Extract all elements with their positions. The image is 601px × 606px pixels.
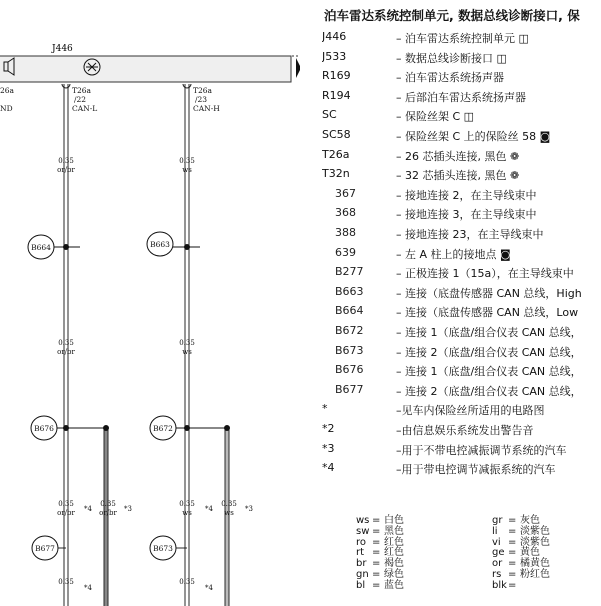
color-code: vi [492,536,501,548]
legend-code: T26a [322,147,350,161]
legend-description: – 连接（底盘传感器 CAN 总线，Low [396,306,579,320]
wire-size: 0.35 [58,157,74,165]
color-code: rt [356,547,365,559]
color-name: 褐色 [384,558,404,570]
wire-size: 0.35 [58,578,74,586]
color-name: 黑色 [384,525,404,537]
legend-description: – 泊车雷达系统扬声器 [396,71,504,85]
pin-signal: CAN-L [72,104,98,113]
connector-label: B664 [31,243,51,252]
wire-size: 0.35 [179,157,195,165]
legend-code: B672 [335,324,364,337]
equals-sign: = [508,536,517,548]
wire-color: ws [182,509,192,517]
color-code: blk [492,579,507,591]
legend-code: R169 [322,69,351,83]
legend-description: –用于不带电控减振调节系统的汽车 [396,443,567,457]
color-code-entry [356,581,404,592]
color-code: bl [356,579,366,591]
arrow-right-icon [296,58,300,78]
connector-label: B677 [35,544,55,553]
legend-description: – 左 A 柱上的接地点 ◙ [396,247,511,261]
equals-sign: = [508,547,517,559]
wire-color: ws [182,348,192,356]
wire-color: or/br [57,348,75,356]
pin-number: /22 [74,95,87,104]
legend-code: *3 [322,441,335,455]
pin-marker [62,84,70,88]
pin-number: /23 [195,95,208,104]
equals-sign: = [372,536,381,548]
legend-code: 639 [335,245,356,259]
junction-dot [103,425,109,431]
wire-color: or/br [57,509,75,517]
unit-label: J446 [52,44,73,54]
legend-code: 367 [335,186,356,200]
color-code: ws [356,515,370,526]
equals-sign: = [372,547,381,559]
wire-color: or/br [99,509,117,517]
branch-fill [105,428,108,606]
footnote-marker: *4 [205,584,213,592]
color-code: br [356,558,367,570]
equals-sign: = [372,579,381,591]
equals-sign: = [372,558,381,570]
pin-connector: T26a [72,86,92,95]
legend-description: –用于带电控调节减振系统的汽车 [396,463,556,477]
wire-size: 0.35 [179,339,195,347]
color-code: gn [356,568,369,580]
legend-description: – 连接（底盘传感器 CAN 总线，High [396,286,582,300]
connector-label: B673 [153,544,173,553]
legend-description: – 接地连接 23，在主导线束中 [396,228,544,241]
color-code: rs [492,568,502,580]
connector-label: B676 [34,424,54,433]
left-partial-signal: ND [0,104,13,113]
wire-size: 0.35 [179,500,195,508]
color-name: 红色 [384,547,404,559]
legend-code: B663 [335,284,364,298]
wire-size: 0.35 [58,500,74,508]
footnote-marker: *4 [205,505,213,513]
color-code: sw [356,525,370,537]
legend-code: T32n [322,167,350,181]
legend-description: – 26 芯插头连接, 黑色 ❁ [396,149,520,163]
legend-code: B673 [335,343,364,357]
connector-label: B663 [150,240,170,249]
legend-code: J533 [322,49,347,63]
wire-size: 0.35 [58,339,74,347]
wire-color: ws [182,166,192,174]
legend-code: * [322,402,328,416]
junction-dot [184,244,190,250]
legend-code: *2 [322,422,335,435]
color-name: 白色 [384,515,404,526]
color-name: 黄色 [520,547,540,559]
legend-description: – 连接 2（底盘/组合仪表 CAN 总线， [396,384,582,398]
legend-description: – 接地连接 3，在主导线束中 [396,208,537,222]
color-code: ro [356,536,367,548]
legend-description: – 泊车雷达系统控制单元 ◫ [396,32,529,45]
legend-description: –由信息娱乐系统发出警告音 [396,424,534,437]
color-name: 粉红色 [520,568,550,580]
junction-dot [224,425,230,431]
color-name: 淡紫色 [520,536,550,548]
legend-description: – 接地连接 2，在主导线束中 [396,188,537,202]
legend-code: B664 [335,304,364,318]
equals-sign: = [508,568,517,580]
pin-connector: T26a [193,86,213,95]
control-unit-box [0,56,291,82]
color-name: 灰色 [520,515,540,526]
legend-title: 泊车雷达系统控制单元, 数据总线诊断接口, 保 [324,8,580,23]
color-code: gr [492,515,503,526]
legend-description: – 连接 2（底盘/组合仪表 CAN 总线， [396,345,582,359]
junction-dot [63,244,69,250]
legend-description: – 保险丝架 C 上的保险丝 58 ◙ [396,130,551,143]
color-code: ge [492,547,505,559]
legend-code: 368 [335,206,356,220]
junction-dot [184,425,190,431]
color-name: 绿色 [384,568,404,580]
color-name: 红色 [384,536,404,548]
equals-sign: = [372,568,381,580]
legend-description: – 保险丝架 C ◫ [396,110,475,124]
legend-code: SC [322,108,337,122]
junction-dot [63,425,69,431]
connector-label: B672 [153,424,173,433]
wire-size: 0.35 [179,578,195,586]
legend-description: – 32 芯插头连接, 黑色 ❁ [396,169,520,183]
pin-signal: CAN-H [193,104,220,113]
color-name: 淡紫色 [520,525,550,537]
footnote-marker: *3 [245,505,253,513]
wiring-diagram [0,0,300,606]
equals-sign: = [508,579,517,591]
footnote-marker: *4 [84,584,92,592]
equals-sign: = [372,525,381,537]
legend-code: *4 [322,461,335,475]
color-name: 橘黄色 [520,558,550,570]
wire-color: or/br [57,166,75,174]
color-name: 蓝色 [384,579,404,591]
color-code-entry [492,581,550,592]
color-code: or [492,558,503,570]
color-code: li [492,525,498,537]
legend-code: SC58 [322,128,351,141]
wire-color: ws [224,509,234,517]
legend-description: – 后部泊车雷达系统扬声器 [396,90,526,104]
left-partial-pin: 26a [0,86,15,95]
equals-sign: = [508,515,517,526]
pin-marker [183,84,191,88]
legend-description: – 数据总线诊断接口 ◫ [396,51,507,65]
equals-sign: = [372,515,381,526]
legend-description: – 连接 1（底盘/组合仪表 CAN 总线， [396,326,582,339]
legend-code: R194 [322,88,351,102]
legend-description: – 连接 1（底盘/组合仪表 CAN 总线， [396,365,582,379]
legend-code: B676 [335,363,364,377]
equals-sign: = [508,525,517,537]
wire-size: 0.35 [100,500,116,508]
legend-code: B677 [335,382,364,396]
footnote-marker: *3 [124,505,132,513]
legend-code: 388 [335,226,356,239]
footnote-marker: *4 [84,505,92,513]
legend-code: J446 [322,30,347,43]
legend-code: B277 [335,265,364,279]
equals-sign: = [508,558,517,570]
wire-size: 0.35 [221,500,237,508]
legend-description: –见车内保险丝所适用的电路图 [396,404,545,418]
legend-description: – 正极连接 1（15a），在主导线束中 [396,267,574,281]
legend-panel [322,0,601,606]
